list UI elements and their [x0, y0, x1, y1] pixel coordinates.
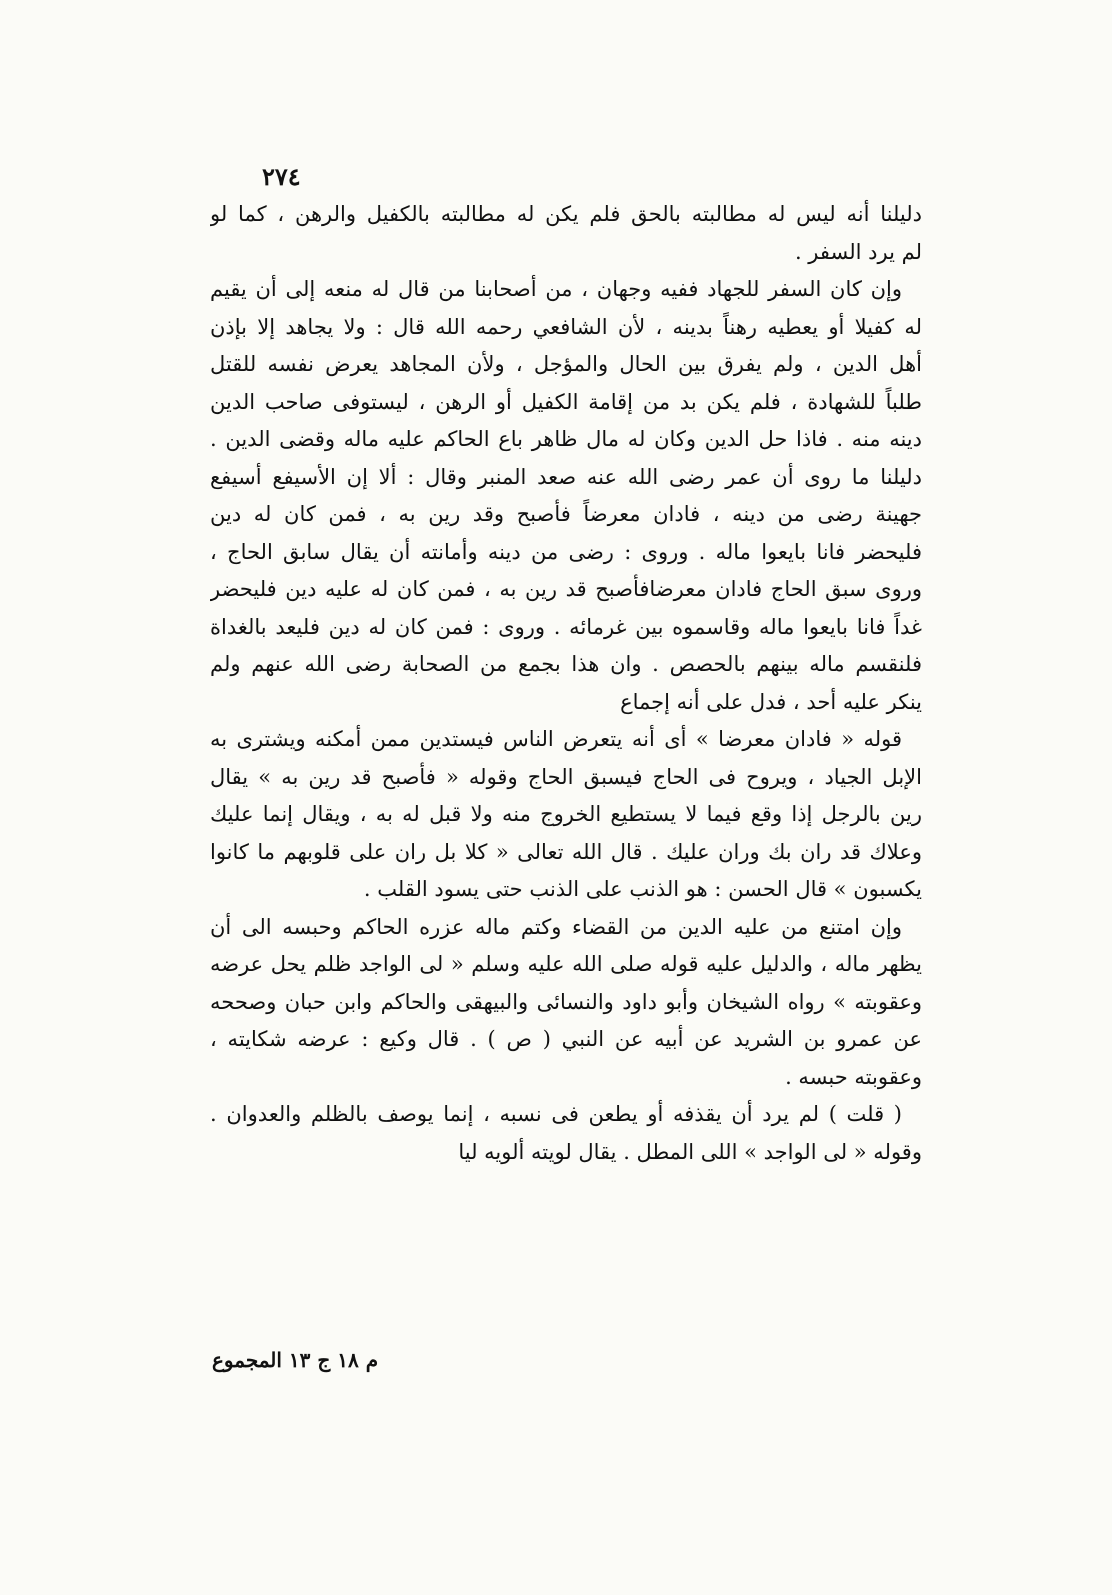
text-line: وقوله « لى الواجد » اللى المطل . يقال لويته ألويه ليا [458, 1139, 922, 1164]
text-line: يظهر ماله ، والدليل عليه قوله صلى الله عليه وسلم « لى الواجد ظلم يحل عرضه [210, 952, 922, 976]
text-line: وعلاك قد ران بك وران عليك . قال الله تعالى « كلا بل ران على قلوبهم ما كانوا [210, 839, 922, 864]
text-line: ( قلت ) لم يرد أن يقذفه أو يطعن فى نسبه ، إنما يوصف بالظلم والعدوان . [210, 1102, 902, 1126]
text-line: الإبل الجياد ، ويروح فى الحاج فيسبق الحاج وقوله « فأصبح قد رين به » يقال [210, 764, 922, 789]
text-line: له كفيلا أو يعطيه رهناً بدينه ، لأن الشافعي رحمه الله قال : ولا يجاهد إلا بإذن [210, 314, 922, 339]
signature-footer: م ١٨ ج ١٣ المجموع [212, 1348, 379, 1372]
text-line: رين بالرجل إذا وقع فيما لا يستطيع الخروج منه ولا قبل له به ، ويقال إنما عليك [210, 802, 922, 826]
text-line: وإن كان السفر للجهاد ففيه وجهان ، من أصحابنا من قال له منعه إلى أن يقيم [210, 277, 902, 301]
page-number: ٢٧٤ [262, 162, 301, 191]
text-line: وإن امتنع من عليه الدين من القضاء وكتم ماله عزره الحاكم وحبسه الى أن [210, 914, 902, 939]
text-line: فليحضر فانا بايعوا ماله . وروى : رضى من دينه وأمانته أن يقال سابق الحاج ، [210, 539, 922, 564]
text-line: جهينة رضى من دينه ، فادان معرضاً فأصبح وقد رين به ، فمن كان له دين [210, 502, 922, 526]
text-line: يكسبون » قال الحسن : هو الذنب على الذنب حتى يسود القلب . [363, 877, 922, 901]
text-line: وعقوبته » رواه الشيخان وأبو داود والنسائى والبيهقى والحاكم وابن حبان وصححه [210, 989, 922, 1014]
text-line: وروى سبق الحاج فادان معرضافأصبح قد رين به ، فمن كان له عليه دين فليحضر [210, 577, 922, 601]
text-line: دليلنا ما روى أن عمر رضى الله عنه صعد المنبر وقال : ألا إن الأسيفع أسيفع [210, 464, 922, 489]
text-line: غداً فانا بايعوا ماله وقاسموه بين غرمائه . وروى : فمن كان له دين فليعد بالغداة [210, 614, 922, 639]
text-line: أهل الدين ، ولم يفرق بين الحال والمؤجل ، ولأن المجاهد يعرض نفسه للقتل [210, 352, 922, 376]
text-line: طلباً للشهادة ، فلم يكن بد من إقامة الكفيل أو الرهن ، ليستوفى صاحب الدين [210, 389, 922, 414]
text-line: دليلنا أنه ليس له مطالبته بالحق فلم يكن له مطالبته بالكفيل والرهن ، كما لو [210, 202, 922, 226]
text-line: فلنقسم ماله بينهم بالحصص . وان هذا بجمع من الصحابة رضى الله عنهم ولم [210, 652, 922, 676]
text-line: ينكر عليه أحد ، فدل على أنه إجماع [620, 689, 922, 714]
text-line: وعقوبته حبسه . [785, 1064, 922, 1089]
text-line: دينه منه . فاذا حل الدين وكان له مال ظاهر باع الحاكم عليه ماله وقضى الدين . [210, 427, 922, 451]
body-text [210, 196, 922, 1171]
text-line: قوله « فادان معرضا » أى أنه يتعرض الناس فيستدين ممن أمكنه ويشترى به [210, 727, 902, 751]
text-line: لم يرد السفر . [794, 239, 922, 264]
text-line: عن عمرو بن الشريد عن أبيه عن النبي ( ص ) . قال وكيع : عرضه شكايته ، [210, 1027, 922, 1051]
